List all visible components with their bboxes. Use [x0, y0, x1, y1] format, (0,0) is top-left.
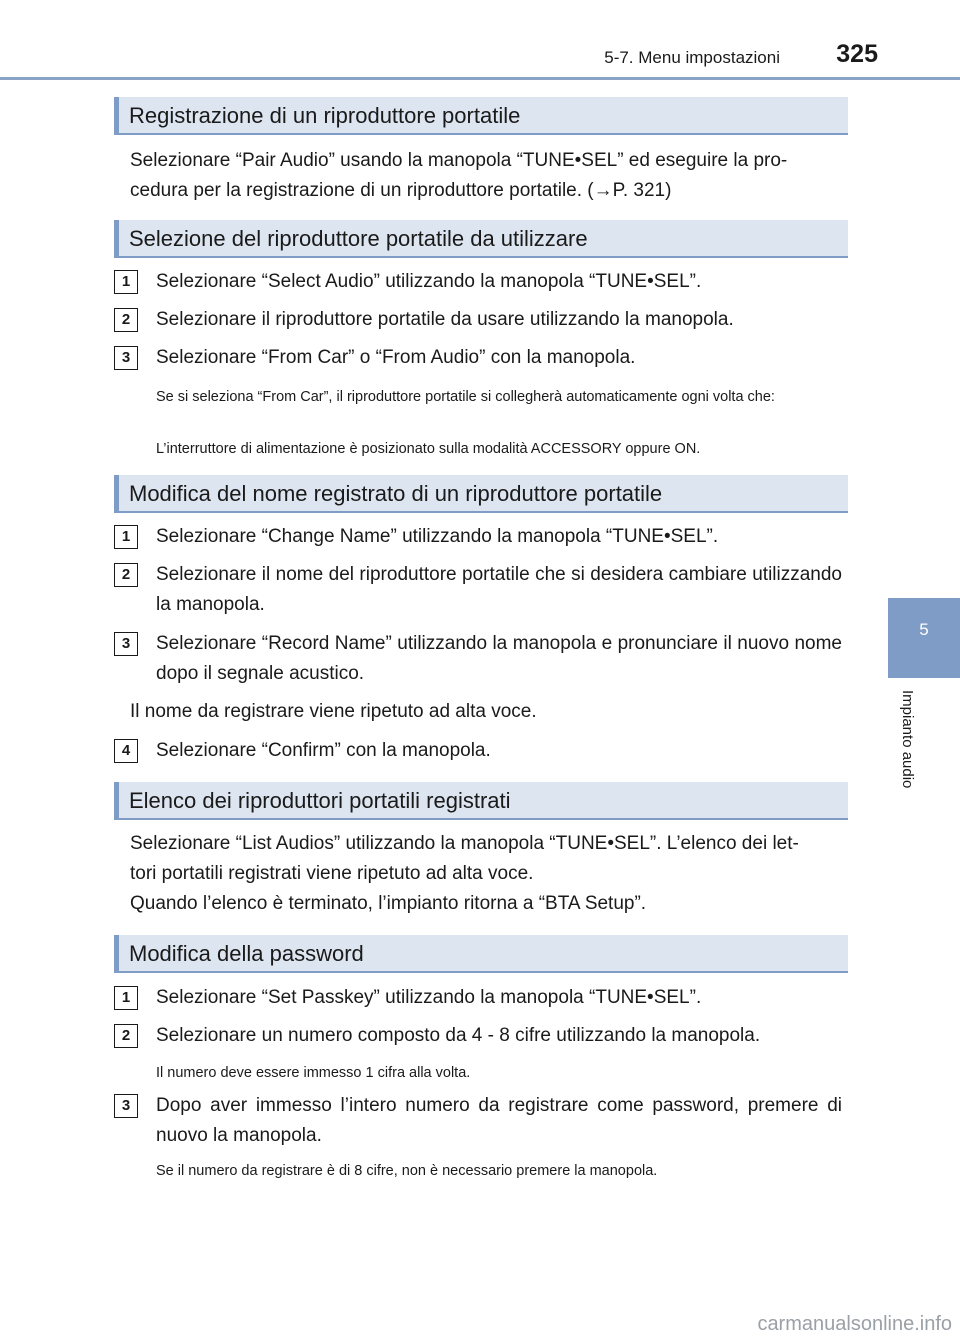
running-header-section: 5-7. Menu impostazioni	[604, 48, 780, 67]
list-text-line-3: Quando l’elenco è terminato, l’impianto ritorna a “BTA Setup”.	[130, 893, 647, 914]
select-note-1: Se si seleziona “From Car”, il riproduttore portatile si collegherà automaticamente ogni volta che:	[156, 389, 775, 405]
register-text-line-1: Selezionare “Pair Audio” usando la manopola “TUNE•SEL” ed eseguire la pro-	[130, 150, 788, 171]
rename-interlude: Il nome da registrare viene ripetuto ad alta voce.	[130, 701, 537, 722]
list-text-line-2: tori portatili registrati viene ripetuto ad alta voce.	[130, 863, 534, 884]
watermark: carmanualsonline.info	[757, 1313, 952, 1335]
register-text-line-2: cedura per la registrazione di un riproduttore portatile. (→P. 321)	[130, 180, 672, 201]
select-step-1: Selezionare “Select Audio” utilizzando la manopola “TUNE•SEL”.	[156, 271, 702, 292]
header-divider	[0, 77, 960, 80]
section-title-rename: Modifica del nome registrato di un riproduttore portatile	[114, 475, 848, 513]
section-title-select: Selezione del riproduttore portatile da utilizzare	[114, 220, 848, 258]
step-number-badge: 1	[114, 270, 138, 294]
password-step-2: Selezionare un numero composto da 4 - 8 cifre utilizzando la manopola.	[156, 1025, 761, 1046]
step-number-badge: 4	[114, 739, 138, 763]
step-number-badge: 1	[114, 986, 138, 1010]
chapter-label: Impianto audio	[899, 690, 916, 789]
select-step-3: Selezionare “From Car” o “From Audio” con la manopola.	[156, 347, 636, 368]
password-note-2: Se il numero da registrare è di 8 cifre, non è necessario premere la manopola.	[156, 1163, 658, 1179]
rename-step-2: Selezionare il nome del riproduttore portatile che si desidera cambiare utilizzando la manopola.	[156, 564, 842, 615]
list-text-line-1: Selezionare “List Audios” utilizzando la manopola “TUNE•SEL”. L’elenco dei let-	[130, 833, 799, 854]
password-step-3: Dopo aver immesso l’intero numero da registrare come password, premere di nuovo la manopola.	[156, 1095, 842, 1146]
rename-step-1: Selezionare “Change Name” utilizzando la manopola “TUNE•SEL”.	[156, 526, 719, 547]
step-number-badge: 2	[114, 1024, 138, 1048]
chapter-number: 5	[919, 620, 929, 639]
step-number-badge: 3	[114, 1094, 138, 1118]
chapter-label-wrapper	[896, 690, 920, 820]
select-step-2: Selezionare il riproduttore portatile da usare utilizzando la manopola.	[156, 309, 734, 330]
step-number-badge: 3	[114, 632, 138, 656]
step-number-badge: 3	[114, 346, 138, 370]
rename-step-4: Selezionare “Confirm” con la manopola.	[156, 740, 491, 761]
step-number-badge: 2	[114, 308, 138, 332]
password-step-1: Selezionare “Set Passkey” utilizzando la manopola “TUNE•SEL”.	[156, 987, 702, 1008]
select-note-2: L’interruttore di alimentazione è posizionato sulla modalità ACCESSORY oppure ON.	[156, 441, 701, 457]
step-number-badge: 2	[114, 563, 138, 587]
page-number: 325	[836, 40, 878, 68]
section-title-list: Elenco dei riproduttori portatili registrati	[114, 782, 848, 820]
section-title-register: Registrazione di un riproduttore portatile	[114, 97, 848, 135]
password-note-1: Il numero deve essere immesso 1 cifra alla volta.	[156, 1065, 471, 1081]
section-title-password: Modifica della password	[114, 935, 848, 973]
step-number-badge: 1	[114, 525, 138, 549]
rename-step-3: Selezionare “Record Name” utilizzando la manopola e pronunciare il nuovo nome dopo il segnale acustico.	[156, 633, 842, 684]
